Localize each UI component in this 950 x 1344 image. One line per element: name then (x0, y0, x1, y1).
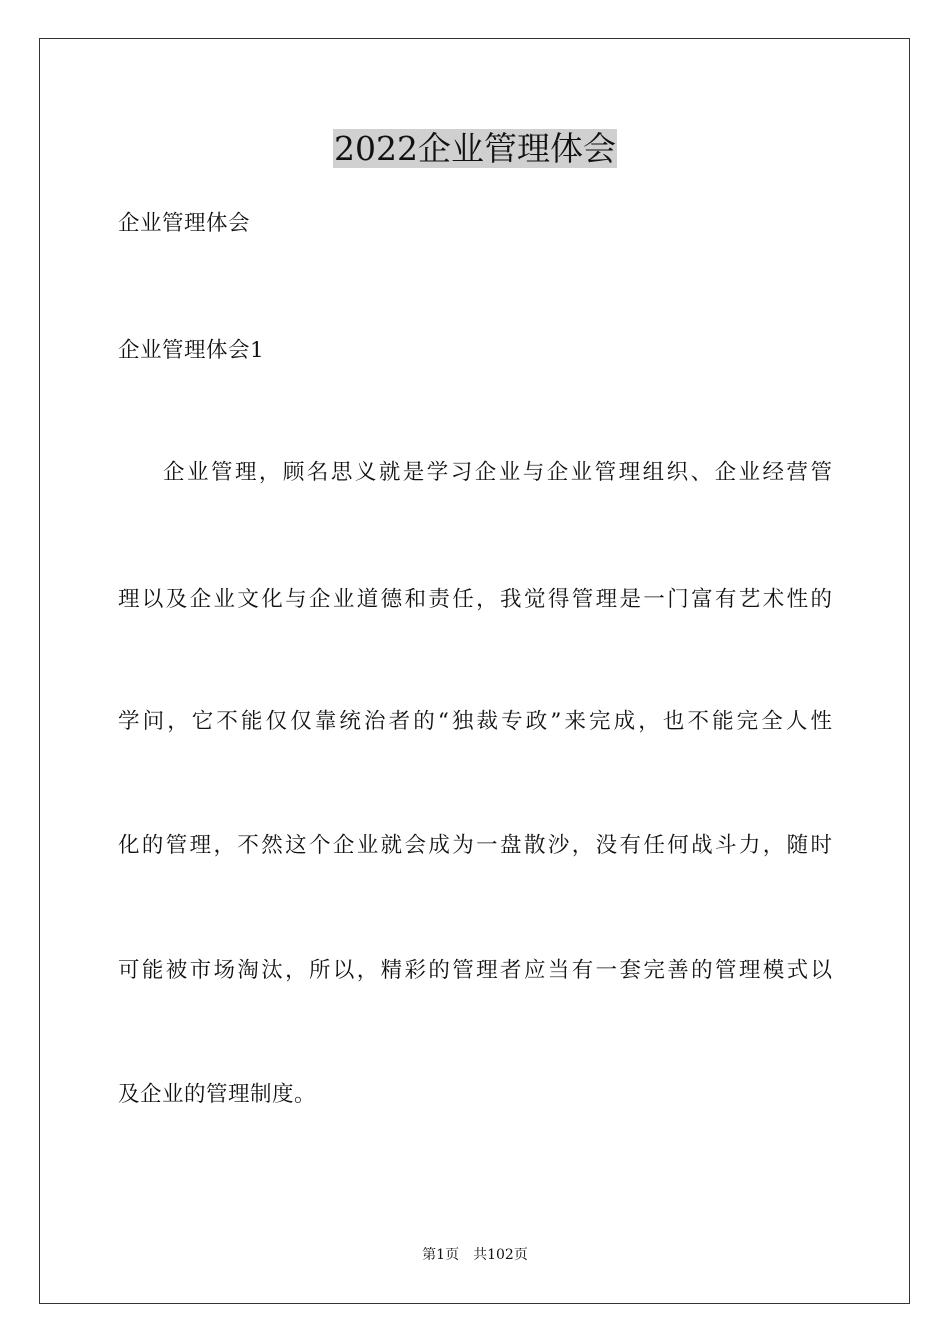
paragraph-line-2: 理以及企业文化与企业道德和责任，我觉得管理是一门富有艺术性的 (118, 587, 832, 612)
document-subtitle: 企业管理体会 (118, 211, 251, 236)
document-title-text: 2022企业管理体会 (334, 129, 616, 168)
paragraph-line-4: 化的管理，不然这个企业就会成为一盘散沙，没有任何战斗力，随时 (118, 833, 832, 858)
page-total: 共102页 (473, 1247, 528, 1263)
paragraph-line-1: 企业管理，顾名思义就是学习企业与企业管理组织、企业经营管 (163, 460, 832, 485)
paragraph-line-3: 学问，它不能仅仅靠统治者的“独裁专政”来完成，也不能完全人性 (118, 709, 832, 734)
page-footer (0, 1246, 950, 1264)
section-heading: 企业管理体会1 (118, 338, 265, 363)
document-title (0, 128, 950, 170)
paragraph-line-5: 可能被市场淘汰，所以，精彩的管理者应当有一套完善的管理模式以 (118, 958, 832, 983)
page-number: 第1页 (422, 1247, 460, 1263)
paragraph-line-6: 及企业的管理制度。 (118, 1082, 317, 1107)
